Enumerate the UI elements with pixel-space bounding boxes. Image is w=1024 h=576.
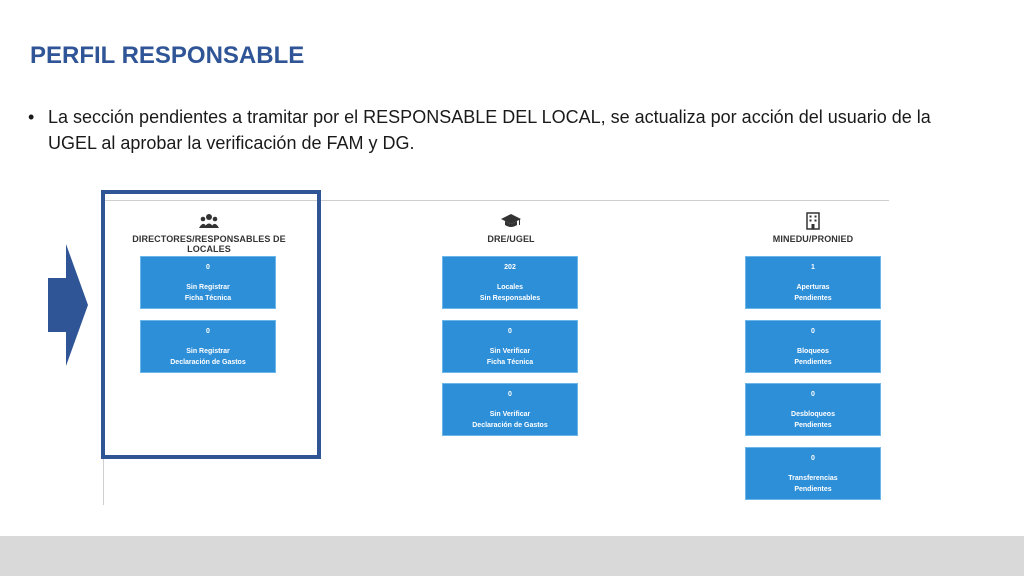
card-count: 0 (811, 328, 815, 335)
card-line2: Pendientes (794, 359, 832, 366)
card-line2: Pendientes (794, 422, 832, 429)
column-label-dre-ugel: DRE/UGEL (487, 234, 535, 244)
card-count: 202 (504, 264, 516, 271)
card-line1: Transferencias (788, 475, 838, 482)
card-line1: Locales (496, 284, 524, 291)
card-sin-verificar-declaracion[interactable] (442, 383, 578, 436)
highlight-frame (101, 190, 321, 459)
footer-bar (0, 536, 1024, 576)
card-line1: Sin Verificar (489, 348, 531, 355)
right-arrow-icon (48, 244, 88, 366)
card-locales-sin-responsables[interactable] (442, 256, 578, 309)
card-line1: Aperturas (796, 284, 830, 291)
card-line2: Declaración de Gastos (170, 359, 246, 366)
card-line2: Sin Responsables (479, 295, 541, 302)
column-label-minedu-pronied: MINEDU/PRONIED (772, 234, 854, 244)
card-count: 0 (206, 264, 210, 271)
column-label-directores: DIRECTORES/RESPONSABLES DE LOCALES (132, 234, 286, 254)
card-line2: Ficha Técnica (184, 295, 232, 302)
card-line2: Ficha Técnica (486, 359, 534, 366)
card-line2: Declaración de Gastos (472, 422, 548, 429)
card-line2: Pendientes (794, 486, 832, 493)
card-count: 0 (811, 391, 815, 398)
card-line2: Pendientes (794, 295, 832, 302)
card-line1: Bloqueos (797, 348, 829, 355)
card-desbloqueos-pendientes[interactable] (745, 383, 881, 436)
column-dre-ugel (421, 210, 601, 244)
building-icon (723, 210, 903, 232)
card-transferencias-pendientes[interactable] (745, 447, 881, 500)
card-line1: Desbloqueos (791, 411, 835, 418)
graduation-cap-icon (421, 210, 601, 232)
card-count: 0 (508, 328, 512, 335)
card-count: 0 (811, 455, 815, 462)
card-bloqueos-pendientes[interactable] (745, 320, 881, 373)
card-aperturas-pendientes[interactable] (745, 256, 881, 309)
bullet-dot: • (28, 107, 35, 127)
bullet-text: La sección pendientes a tramitar por el RESPONSABLE DEL LOCAL, se actualiza por acción del usuario de la UGEL al aprobar la verificación de FAM y DG. (48, 107, 931, 153)
column-minedu-pronied (723, 210, 903, 244)
card-line1: Sin Registrar (186, 348, 230, 355)
slide-title: PERFIL RESPONSABLE (30, 42, 305, 69)
card-count: 0 (508, 391, 512, 398)
card-count: 0 (206, 328, 210, 335)
card-count: 1 (811, 264, 815, 271)
card-sin-verificar-ficha[interactable] (442, 320, 578, 373)
card-line1: Sin Registrar (186, 284, 230, 291)
card-line1: Sin Verificar (489, 411, 531, 418)
